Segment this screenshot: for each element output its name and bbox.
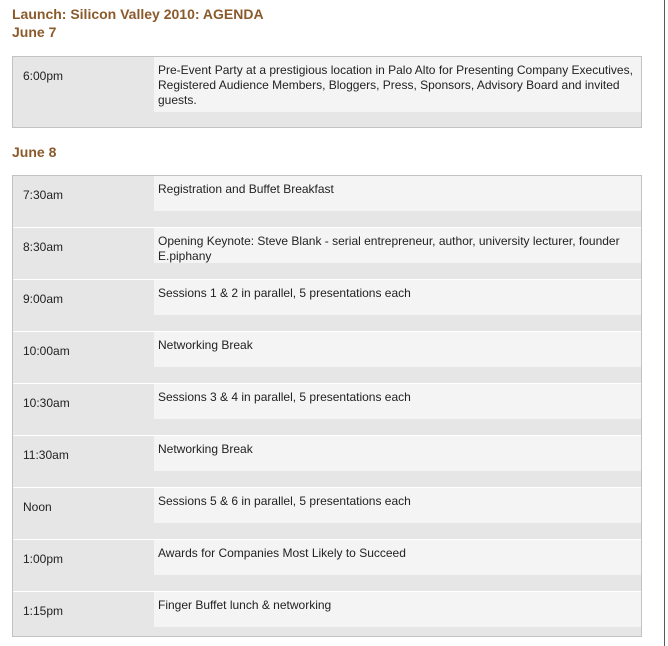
table-row — [13, 331, 641, 383]
table-row — [13, 176, 641, 227]
session-time: 1:15pm — [23, 604, 64, 618]
session-description: Opening Keynote: Steve Blank - serial entrepreneur, author, university lecturer, founder E.piphany — [158, 234, 620, 263]
session-description: Pre-Event Party at a prestigious location in Palo Alto for Presenting Company Executives, Registered Audience Members, Bloggers, Press, Sponsors, Advisory Board and invited guests. — [158, 63, 633, 107]
session-time: 7:30am — [23, 188, 64, 202]
day-heading-june-8: June 8 — [12, 144, 57, 160]
session-time: 11:30am — [23, 448, 69, 462]
table-row — [13, 383, 641, 435]
table-row — [13, 279, 641, 331]
session-time: 6:00pm — [23, 69, 64, 83]
session-description: Sessions 3 & 4 in parallel, 5 presentations each — [158, 390, 411, 404]
session-description: Networking Break — [158, 338, 253, 352]
session-description: Registration and Buffet Breakfast — [158, 182, 334, 196]
table-row — [13, 435, 641, 487]
table-row — [13, 57, 641, 127]
session-description: Networking Break — [158, 442, 253, 456]
session-description: Sessions 5 & 6 in parallel, 5 presentations each — [158, 494, 411, 508]
session-time: 1:00pm — [23, 552, 64, 566]
session-time: Noon — [23, 500, 52, 514]
session-description: Awards for Companies Most Likely to Succeed — [158, 546, 406, 560]
table-row — [13, 487, 641, 539]
session-time: 10:00am — [23, 344, 70, 358]
agenda-table-june-8 — [12, 175, 642, 637]
session-description: Sessions 1 & 2 in parallel, 5 presentations each — [158, 286, 411, 300]
session-time: 8:30am — [23, 240, 64, 254]
table-row — [13, 227, 641, 279]
agenda-table-june-7 — [12, 56, 642, 128]
day-heading-june-7: June 7 — [12, 24, 57, 40]
page-title: Launch: Silicon Valley 2010: AGENDA — [12, 6, 264, 22]
session-time: 9:00am — [23, 292, 64, 306]
table-row — [13, 539, 641, 591]
window-edge — [664, 0, 665, 646]
session-description: Finger Buffet lunch & networking — [158, 598, 332, 612]
table-row — [13, 591, 641, 643]
session-time: 10:30am — [23, 396, 70, 410]
